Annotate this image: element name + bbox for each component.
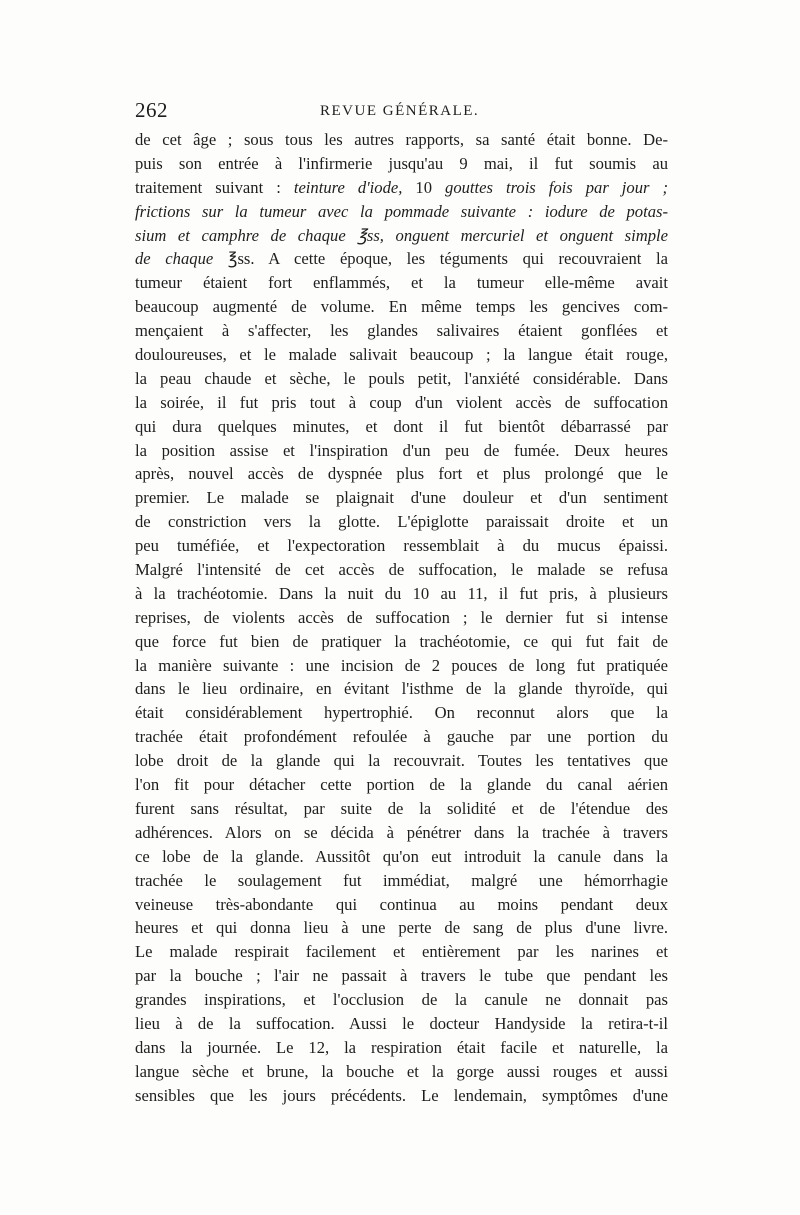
text-segment: veineuse très-abondante qui continua au moins pendant deux [135,894,668,914]
text-line [135,271,668,295]
text-line [135,343,668,367]
text-segment: langue sèche et brune, la bouche et la gorge aussi rouges et aussi [135,1061,668,1081]
italic-text: gouttes trois fois par jour ; [445,177,668,197]
text-line [135,749,668,773]
text-segment: adhérences. Alors on se décida à pénétrer dans la trachée à travers [135,822,668,842]
text-line [135,916,668,940]
text-line [135,176,668,200]
text-segment: à la trachéotomie. Dans la nuit du 10 au 11, il fut pris, à plusieurs [135,583,668,603]
text-line [135,797,668,821]
text-segment: mençaient à s'affecter, les glandes salivaires étaient gonflées et [135,321,668,341]
text-segment: la peau chaude et sèche, le pouls petit, l'anxiété considérable. Dans [135,368,668,388]
text-segment: reprises, de violents accès de suffocation ; le dernier fut si intense [135,607,668,627]
text-line [135,988,668,1012]
text-segment: après, nouvel accès de dyspnée plus fort et plus prolongé que le [135,464,668,484]
text-segment: peu tuméfiée, et l'expectoration ressemblait à du mucus épaissi. [135,536,668,556]
text-segment: tumeur étaient fort enflammés, et la tumeur elle-même avait [135,273,668,293]
text-line [135,821,668,845]
text-line [135,224,668,248]
text-segment: premier. Le malade se plaignait d'une douleur et d'un sentiment [135,488,668,508]
text-segment: était considérablement hypertrophié. On reconnut alors que la [135,703,668,723]
text-line [135,1012,668,1036]
text-segment: traitement suivant : [135,177,294,197]
text-line [135,869,668,893]
text-line [135,247,668,271]
text-segment: trachée était profondément refoulée à gauche par une portion du [135,727,668,747]
text-line [135,845,668,869]
text-segment: que force fut bien de pratiquer la trachéotomie, ce qui fut fait de [135,631,668,651]
text-segment: puis son entrée à l'infirmerie jusqu'au 9 mai, il fut soumis au [135,153,668,173]
text-segment: beaucoup augmenté de volume. En même temps les gencives com- [135,297,668,317]
text-line [135,200,668,224]
text-line [135,510,668,534]
text-line [135,558,668,582]
text-line [135,486,668,510]
text-segment: la position assise et l'inspiration d'un peu de fumée. Deux heures [135,440,668,460]
page-number: 262 [135,98,168,122]
text-segment: dans la journée. Le 12, la respiration était facile et naturelle, la [135,1037,668,1057]
text-line [135,1060,668,1084]
text-segment: qui dura quelques minutes, et dont il fut bientôt débarrassé par [135,416,668,436]
text-segment: grandes inspirations, et l'occlusion de la canule ne donnait pas [135,990,668,1010]
text-segment: lieu à de la suffocation. Aussi le docteur Handyside la retira-t-il [135,1013,668,1033]
running-title: REVUE GÉNÉRALE. [320,103,480,119]
text-line [135,128,668,152]
text-line [135,319,668,343]
text-line [135,391,668,415]
text-line [135,630,668,654]
text-line [135,462,668,486]
text-line [135,964,668,988]
italic-text: teinture d'iode, [293,177,403,197]
text-line [135,725,668,749]
text-line [135,654,668,678]
text-segment: la soirée, il fut pris tout à coup d'un violent accès de suffocation [135,392,668,412]
text-segment: 10 [402,177,446,197]
text-segment: furent sans résultat, par suite de la solidité et de l'étendue des [135,798,668,818]
text-line [135,295,668,319]
text-line [135,940,668,964]
text-segment: de cet âge ; sous tous les autres rapports, sa santé était bonne. De- [135,130,668,149]
text-segment: Malgré l'intensité de cet accès de suffocation, le malade se refusa [135,560,668,580]
page-header [135,98,670,122]
text-segment: par la bouche ; l'air ne passait à travers le tube que pendant les [135,966,668,986]
text-line [135,415,668,439]
text-line [135,367,668,391]
text-line [135,606,668,630]
text-line [135,439,668,463]
body-text [135,128,668,1108]
italic-text: sium et camphre de chaque ℥ss, onguent mercuriel et onguent simple [135,225,668,245]
text-segment: de constriction vers la glotte. L'épiglotte paraissait droite et un [135,512,668,532]
text-segment: douloureuses, et le malade salivait beaucoup ; la langue était rouge, [135,345,668,365]
italic-text: de chaque [135,249,214,269]
text-segment: la manière suivante : une incision de 2 pouces de long fut pratiquée [135,655,668,675]
text-line [135,1036,668,1060]
text-segment: ce lobe de la glande. Aussitôt qu'on eut introduit la canule dans la [135,846,668,866]
text-line [135,677,668,701]
text-line [135,701,668,725]
text-segment: trachée le soulagement fut immédiat, malgré une hémorrhagie [135,870,668,890]
text-line [135,152,668,176]
text-segment: l'on fit pour détacher cette portion de la glande du canal aérien [135,775,668,795]
text-line [135,534,668,558]
text-segment: heures et qui donna lieu à une perte de sang de plus d'une livre. [135,918,668,938]
text-line [135,582,668,606]
italic-text: frictions sur la tumeur avec la pommade suivante : iodure de potas- [135,201,668,221]
text-line [135,773,668,797]
text-line [135,1084,668,1108]
text-line [135,893,668,917]
text-segment: sensibles que les jours précédents. Le lendemain, symptômes d'une [135,1085,668,1105]
text-segment: lobe droit de la glande qui la recouvrait. Toutes les tentatives que [135,751,668,771]
text-segment: dans le lieu ordinaire, en évitant l'isthme de la glande thyroïde, qui [135,679,668,699]
text-segment: ℥ss. A cette époque, les téguments qui recouvraient la [213,249,668,269]
text-segment: Le malade respirait facilement et entièrement par les narines et [135,942,668,962]
